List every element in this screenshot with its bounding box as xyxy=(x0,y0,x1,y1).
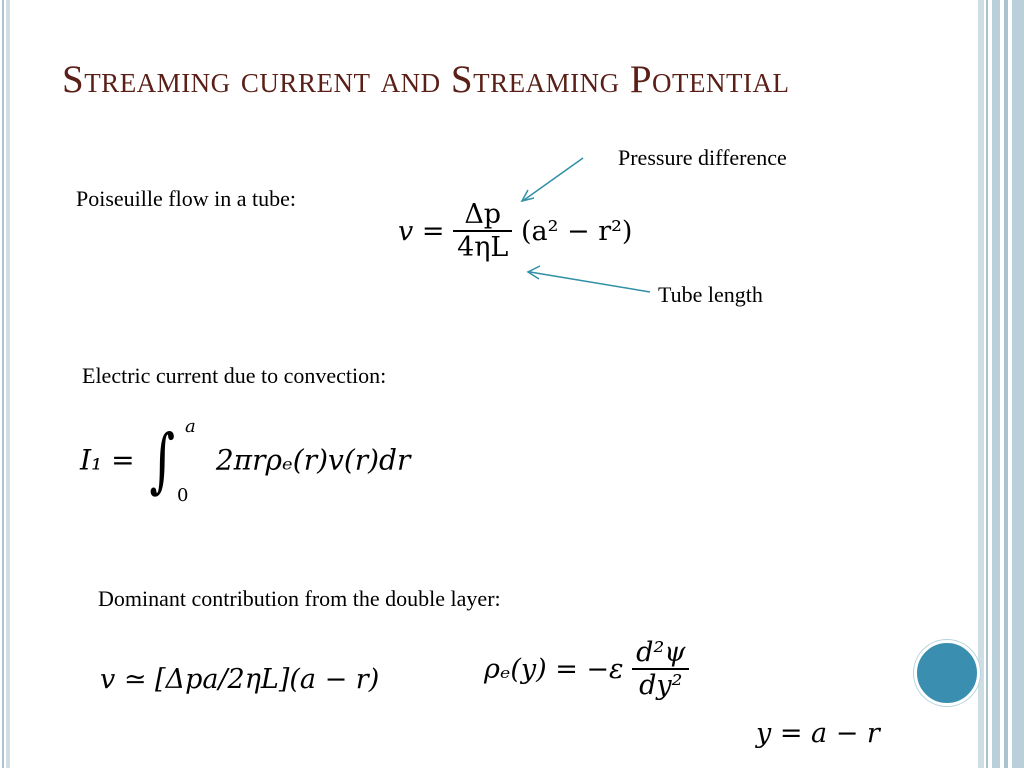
integral-sign-icon: ∫ xyxy=(149,419,175,501)
length-arrow xyxy=(528,266,650,292)
integrand: 2πrρₑ(r)v(r)dr xyxy=(215,443,411,477)
velocity-approx-equation: v ≃ [Δpa/2ηL](a − r) xyxy=(100,664,380,695)
derivative-denominator: dy² xyxy=(639,669,683,701)
integral-lower-limit: 0 xyxy=(176,485,189,506)
electric-current-label: Electric current due to convection: xyxy=(82,363,387,388)
integral-lhs: I₁ = xyxy=(80,443,135,477)
derivative-numerator: d²ψ xyxy=(632,638,689,670)
dominant-contribution-label: Dominant contribution from the double layer: xyxy=(98,586,501,611)
current-integral-equation xyxy=(80,416,411,506)
fraction-denominator: 4ηL xyxy=(457,231,509,263)
charge-density-equation xyxy=(484,638,689,701)
fraction-numerator: Δp xyxy=(453,200,512,232)
integral-upper-limit: a xyxy=(184,416,196,437)
pressure-arrow xyxy=(522,158,583,201)
equation-lhs: v = xyxy=(398,215,445,247)
decorative-circle xyxy=(914,640,980,706)
charge-lhs: ρₑ(y) = −ε xyxy=(484,653,624,685)
tube-length-label: Tube length xyxy=(658,282,763,307)
pressure-difference-label: Pressure difference xyxy=(618,145,787,170)
coordinate-equation: y = a − r xyxy=(756,718,880,749)
equation-rhs: (a² − r²) xyxy=(520,215,633,247)
poiseuille-label: Poiseuille flow in a tube: xyxy=(76,186,296,211)
derivative-fraction xyxy=(632,638,689,701)
integral-limits xyxy=(176,416,197,506)
slide-title: Streaming current and Streaming Potential xyxy=(62,58,790,101)
